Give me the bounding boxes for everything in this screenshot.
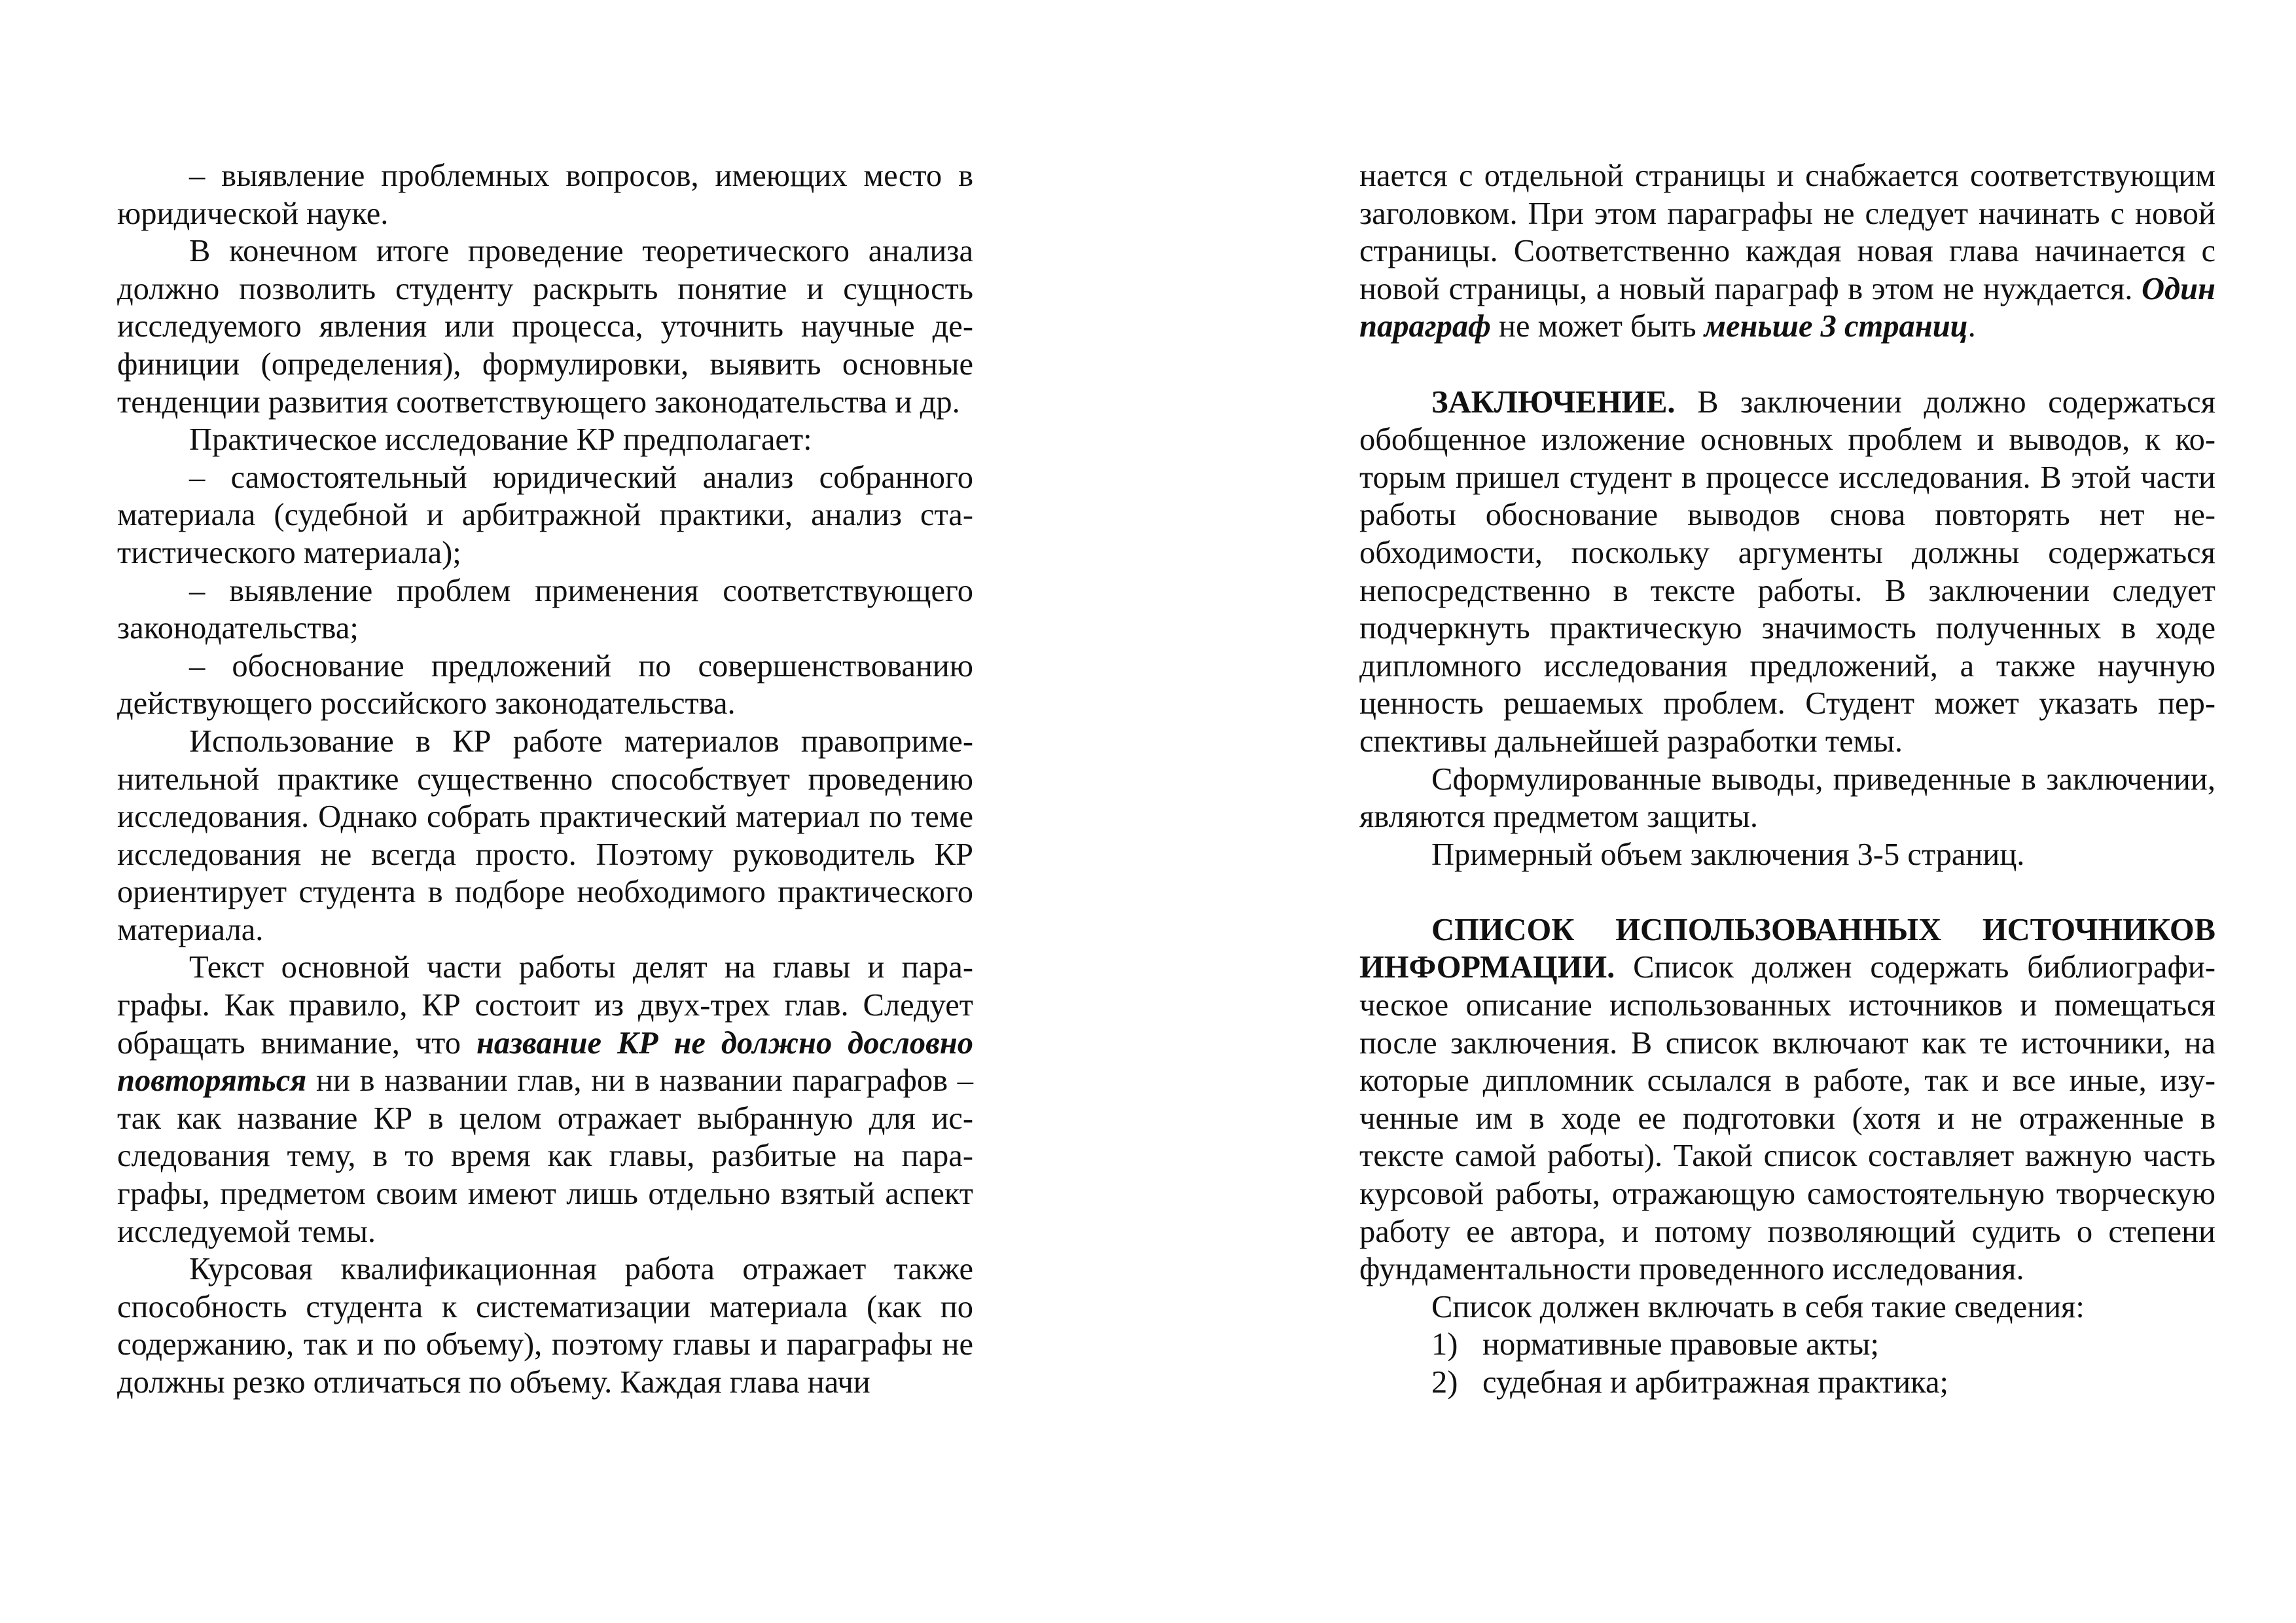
paragraph: Курсовая квалификационная работа отражает также способность студента к систематизации материала (как по содержанию, так и по объему), поэтому главы и параграфы не должны резко отличаться по объему. Каждая глава начи (117, 1252, 973, 1400)
text-run: . (1967, 309, 1976, 344)
paragraph: – обоснование предложений по совершенствованию действующего российского законодательства. (117, 648, 973, 721)
text-run: В заключении должно содержаться обобщенное изложение основных проблем и выводов, к которым пришел студент в процессе исследования. В этой части работы обоснование выводов снова повторять нет необходимости, поскольку аргументы должны содержаться непосредственно в тексте работы. В заключении следует подчеркнуть практическую значимость полученных в ходе дипломного исследования предложений, а также научную ценность решаемых проблем. Студент может указать перспективы дальнейшей разработки темы. (1359, 384, 2215, 759)
paragraph-with-emphasis (1359, 157, 2215, 346)
text-run: Текст основной части работы делят на главы и параграфы. Как правило, КР состоит из двух-трех глав. Следует обращать внимание, что (117, 950, 973, 1061)
emphasis: Один параграф (1359, 271, 2215, 344)
right-page (1359, 157, 2215, 1402)
paragraph: Использование в КР работе материалов правоприменительной практике существенно способствует проведению исследования. Однако собрать практический материал по теме исследования не всегда просто. Поэтому руководитель КР ориентирует студента в подборе необходимого практического материала. (117, 723, 973, 947)
left-page (117, 157, 973, 1402)
list-item (1359, 1326, 2215, 1364)
paragraph: В конечном итоге проведение теоретического анализа должно позволить студенту раскрыть понятие и сущность исследуемого явления или процесса, уточнить научные дефиниции (определения), формулировки, выявить основные тенденции развития соответствующего законодательства и др. (117, 234, 973, 420)
paragraph: Сформулированные выводы, приведенные в заключении, являются предметом защиты. (1359, 761, 2215, 835)
paragraph: – выявление проблем применения соответствующего законодательства; (117, 573, 973, 646)
text-run: ни в названии глав, ни в названии параграфов – так как название КР в целом отражает выбранную для исследования тему, в то время как главы, разбитые на параграфы, предметом своим имеют лишь отдельно взятый аспект исследуемой темы. (117, 1063, 973, 1249)
emphasis: название КР не должно дословно повторяться (117, 1025, 973, 1099)
section-heading: ЗАКЛЮЧЕНИЕ. (1431, 384, 1676, 420)
conclusion-section (1359, 384, 2215, 761)
paragraph: Примерный объем заключения 3-5 страниц. (1431, 837, 2025, 872)
list-number: 2) (1431, 1365, 1458, 1400)
paragraph-with-emphasis (117, 949, 973, 1250)
text-run: не может быть (1490, 309, 1704, 344)
list-item (1359, 1364, 2215, 1402)
sources-section (1359, 911, 2215, 1288)
list-text: нормативные правовые акты; (1482, 1327, 1879, 1362)
paragraph: – выявление проблемных вопросов, имеющих место в юридической науке. (117, 158, 973, 231)
list-number: 1) (1431, 1327, 1458, 1362)
list-text: судебная и арбитражная практика; (1482, 1365, 1948, 1400)
paragraph: Список должен включать в себя такие сведения: (1431, 1289, 2085, 1324)
paragraph: Практическое исследование КР предполагает: (189, 422, 812, 458)
emphasis: меньше 3 страниц (1704, 309, 1968, 344)
paragraph: – самостоятельный юридический анализ собранного материала (судебной и арбитражной практики, анализ статистического материала); (117, 460, 973, 570)
text-run: Список должен содержать библиографическое описание использованных источников и помещаться после заключения. В список включают как те источники, на которые дипломник ссылался в работе, так и все иные, изученные им в ходе ее подготовки (хотя и не отраженные в тексте самой работы). Такой список составляет важную часть курсовой работы, отражающую самостоятельную творческую работу ее автора, и потому позволяющий судить о степени фундаментальности проведенного исследования. (1359, 950, 2215, 1287)
text-run: нается с отдельной страницы и снабжается соответствующим заголовком. При этом параграфы не следует начинать с новой страницы. Соответственно каждая новая глава начинается с новой страницы, а новый параграф в этом не нуждается. (1359, 158, 2215, 306)
section-heading: СПИСОК ИСПОЛЬЗОВАННЫХ ИСТОЧНИКОВ ИНФОРМАЦИИ. (1359, 912, 2215, 985)
sources-list (1359, 1326, 2215, 1401)
